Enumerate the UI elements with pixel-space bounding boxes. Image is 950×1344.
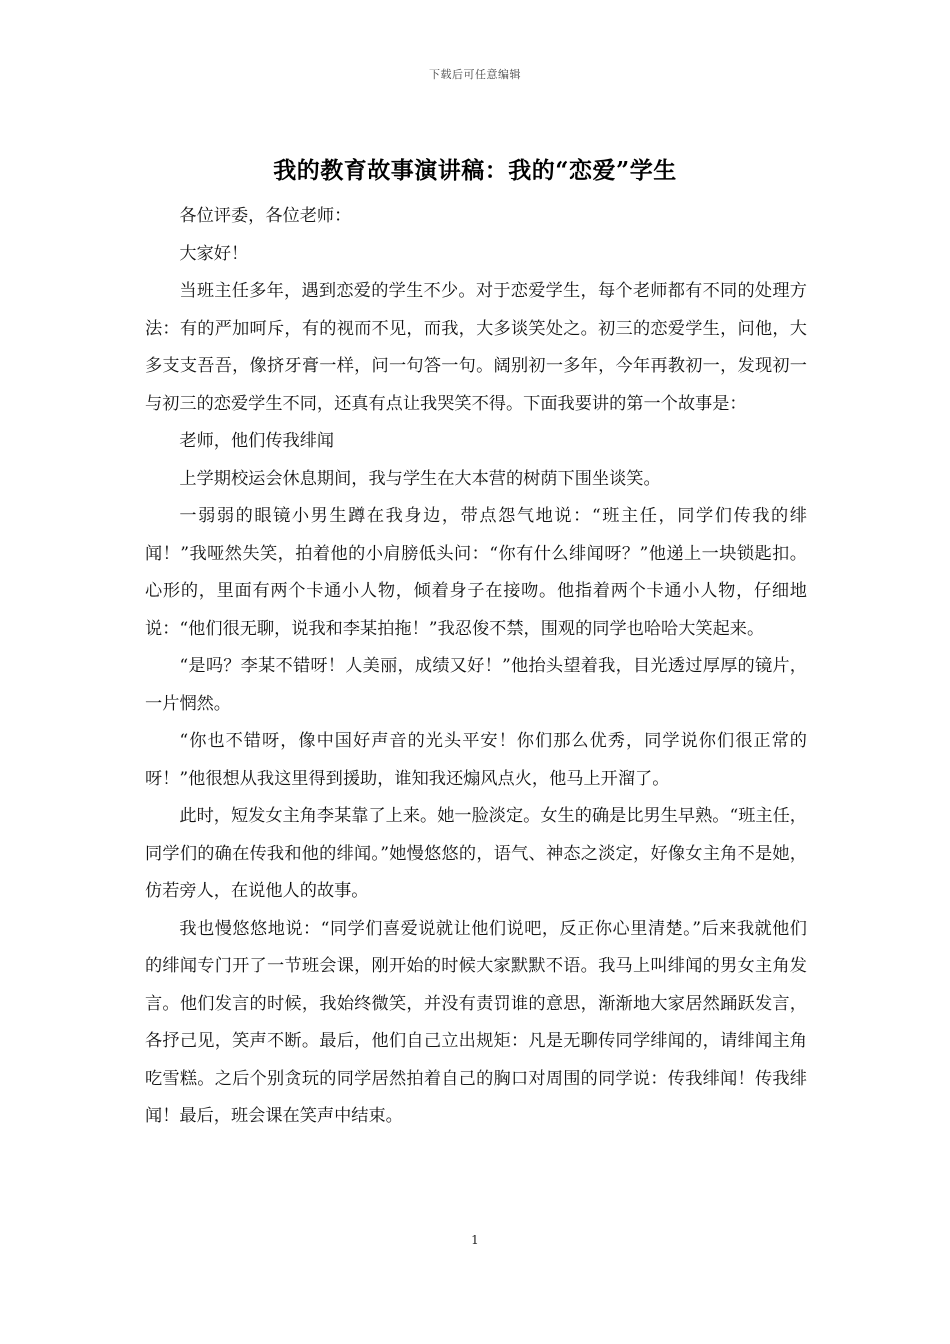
paragraph-greeting-all: 大家好！ xyxy=(179,243,249,264)
paragraph-setting: 上学期校运会休息期间，我与学生在大本营的树荫下围坐谈笑。 xyxy=(179,468,661,489)
paragraph-greeting-judges: 各位评委，各位老师： xyxy=(179,206,352,226)
paragraph-class-meeting: 我也慢悠悠地说：“同学们喜爱说就让他们说吧，反正你心里清楚。”后来我就他们的绯闻专门开了一节班会课，刚开始的时候大家默默不语。我马上叫绯闻的男女主角发言。他们发言的时候，我始终微笑，并没有责罚谁的意思，渐渐地大家居然踊跃发言，各抒己见，笑声不断。最后，他们自己立出规矩：凡是无聊传同学绯闻的，请绯闻主角吃雪糕。之后个别贪玩的同学居然拍着自己的胸口对周围的同学说：传我绯闻！传我绯闻！最后，班会课在笑声中结束。 xyxy=(145,918,807,1126)
paragraph-encouragement: “你也不错呀，像中国好声音的光头平安！你们那么优秀，同学说你们很正常的呀！”他很想从我这里得到援助，谁知我还煽风点火，他马上开溜了。 xyxy=(145,731,807,789)
paragraph-teacher-reply: “是吗？李某不错呀！人美丽，成绩又好！”他抬头望着我，目光透过厚厚的镜片，一片惘然。 xyxy=(145,656,807,714)
page-number: 1 xyxy=(471,1233,479,1247)
document-title: 我的教育故事演讲稿：我的“恋爱”学生 xyxy=(273,157,677,184)
document-body xyxy=(145,198,807,1136)
paragraph-girl-arrives: 此时，短发女主角李某靠了上来。她一脸淡定。女生的确是比男生早熟。“班主任，同学们的确在传我和他的绯闻。”她慢悠悠的，语气、神态之淡定，好像女主角不是她，仿若旁人，在说他人的故事。 xyxy=(145,806,807,901)
paragraph-intro: 当班主任多年，遇到恋爱的学生不少。对于恋爱学生，每个老师都有不同的处理方法：有的严加呵斥，有的视而不见，而我，大多谈笑处之。初三的恋爱学生，问他，大多支支吾吾，像挤牙膏一样，问一句答一句。阔别初一多年，今年再教初一，发现初一与初三的恋爱学生不同，还真有点让我哭笑不得。下面我要讲的第一个故事是： xyxy=(145,281,807,414)
story-subtitle: 老师，他们传我绯闻 xyxy=(179,431,335,451)
header-note: 下载后可任意编辑 xyxy=(429,68,521,81)
paragraph-boy-complaint: 一弱弱的眼镜小男生蹲在我身边，带点怨气地说：“班主任，同学们传我的绯闻！”我哑然失笑，拍着他的小肩膀低头问：“你有什么绯闻呀？”他递上一块锁匙扣。心形的，里面有两个卡通小人物，倾着身子在接吻。他指着两个卡通小人物，仔细地说：“他们很无聊，说我和李某拍拖！”我忍俊不禁，围观的同学也哈哈大笑起来。 xyxy=(145,506,807,639)
